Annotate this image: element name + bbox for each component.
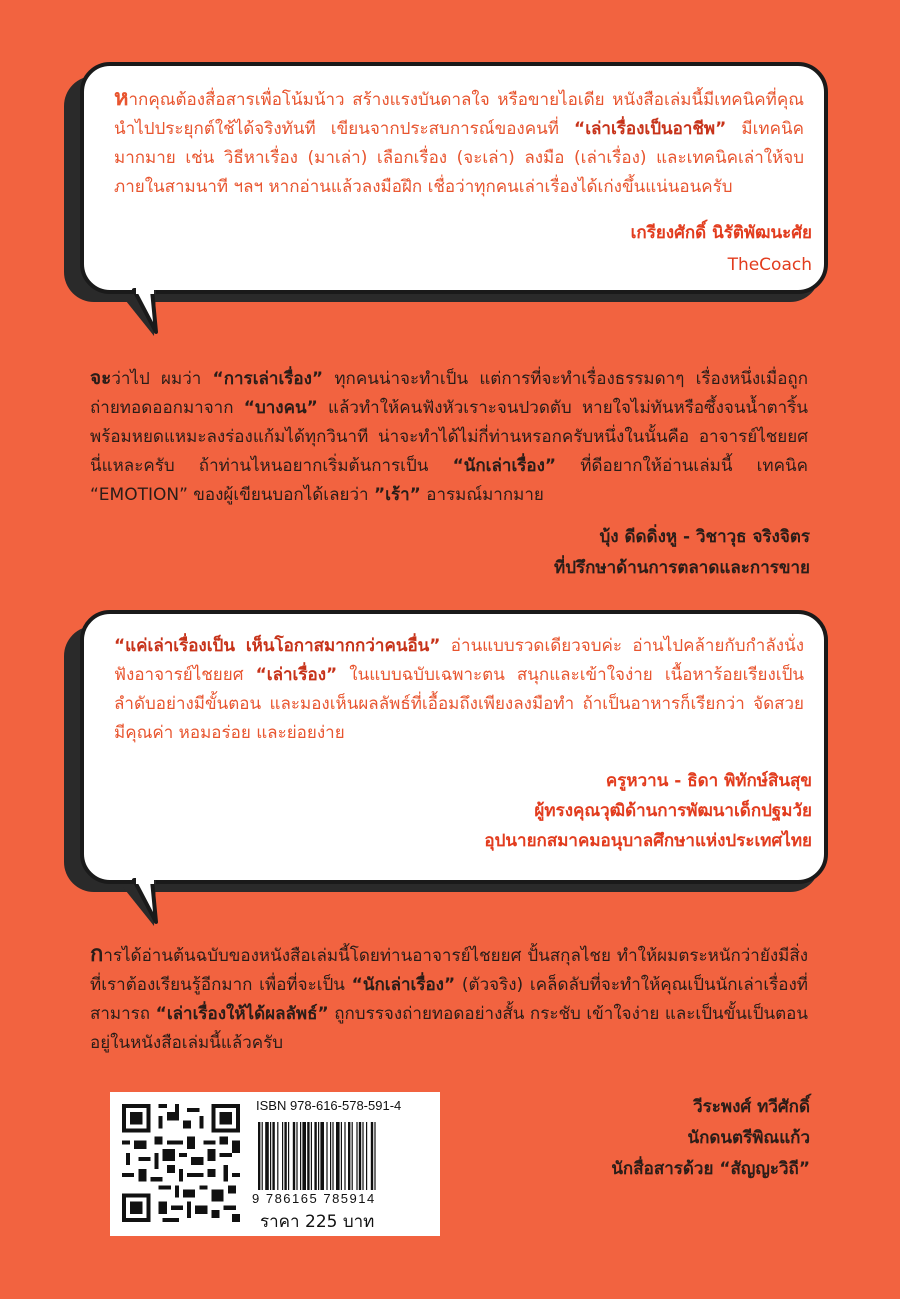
quote-3-text: “แค่เล่าเรื่องเป็น เห็นโอกาสมากกว่าคนอื่น” อ่านแบบรวดเดียวจบค่ะ อ่านไปคล้ายกับกำลังนั่งฟังอาจารย์ไชยยศ “เล่าเรื่อง” ในแบบฉบับเฉพาะตน สนุกและเข้าใจง่าย เนื้อหาร้อยเรียงเป็นลำดับอย่างมีขั้นตอน และมองเห็นผลลัพธ์ที่เอื้อมถึงเพียงลงมือทำ ถ้าเป็นอาหารก็เรียกว่า จัดสวย มีคุณค่า หอมอร่อย และย่อยง่าย [114,636,804,743]
quote-2-attribution [310,522,810,584]
isbn-label: ISBN 978-616-578-591-4 [256,1098,402,1113]
quote-2-lead: จะ [90,367,112,389]
quote-2-text: จะว่าไป ผมว่า “การเล่าเรื่อง” ทุกคนน่าจะทำเป็น แต่การที่จะทำเรื่องธรรมดาๆ เรื่องหนึ่งเมื่อถูกถ่ายทอดออกมาจาก “บางคน” แล้วทำให้คนฟังหัวเราะจนปวดตับ หายใจไม่ทันหรือซึ้งจนน้ำตาริ้น พร้อมหยดแหมะลงร่องแก้มได้ทุกวินาที น่าจะทำได้ไม่กี่ท่านหรอกครับหนึ่งในนั้นคือ อาจารย์ไชยยศ นี่แหละครับ ถ้าท่านไหนอยากเริ่มต้นการเป็น “นักเล่าเรื่อง” ที่ดีอยากให้อ่านเล่มนี้ เทคนิค “EMOTION” ของผู้เขียนบอกได้เลยว่า ”เร้า” อารมณ์มากมาย [90,367,809,505]
quote-2-role: ที่ปรึกษาด้านการตลาดและการขาย [554,558,810,578]
quote-4-role-2: นักสื่อสารด้วย “สัญญะวิถี” [611,1159,810,1179]
quote-1-org: TheCoach [727,255,812,275]
quote-1-attribution [312,218,812,280]
barcode-digits: 9 786165 785914 [252,1191,376,1206]
quote-2-author: บุ้ง ดีดดิ่งหู - วิชาวุธ จริงจิตร [599,527,810,547]
quote-1-lead: ห [114,86,129,111]
price-label: ราคา 225 บาท [260,1212,375,1232]
quote-4-lead: ก [90,942,104,967]
quote-4-text: การได้อ่านต้นฉบับของหนังสือเล่มนี้โดยท่านอาจารย์ไชยยศ ปั้นสกุลไชย ทำให้ผมตระหนักว่ายังมีสิ่งที่เราต้องเรียนรู้อีกมาก เพื่อที่จะเป็น “นักเล่าเรื่อง” (ตัวจริง) เคล็ดลับที่จะทำให้คุณเป็นนักเล่าเรื่องที่สามารถ “เล่าเรื่องให้ได้ผลลัพธ์” ถูกบรรจงถ่ายทอดอย่างสั้น กระชับ เข้าใจง่าย และเป็นขั้นเป็นตอนอยู่ในหนังสือเล่มนี้แล้วครับ [90,942,808,1053]
quote-4-role-1: นักดนตรีพิณแก้ว [687,1128,810,1148]
qr-code-icon [122,1104,240,1222]
quote-3-attribution [252,766,812,856]
quote-3-role-1: ผู้ทรงคุณวุฒิด้านการพัฒนาเด็กปฐมวัย [534,801,812,821]
barcode-icon [256,1122,424,1190]
isbn-block [110,1092,440,1236]
quote-4-attribution [390,1092,810,1185]
bubble-2-tail [118,876,178,936]
bubble-1-tail [118,286,178,346]
quote-3-role-2: อุปนายกสมาคมอนุบาลศึกษาแห่งประเทศไทย [484,831,812,851]
quote-4-author: วีระพงศ์ ทวีศักดิ์ [693,1097,810,1117]
quote-1-author: เกรียงศักดิ์ นิรัติพัฒนะศัย [630,223,812,243]
quote-1-text: หากคุณต้องสื่อสารเพื่อโน้มน้าว สร้างแรงบันดาลใจ หรือขายไอเดีย หนังสือเล่มนี้มีเทคนิคที่คุณนำไปประยุกต์ใช้ได้จริงทันที เขียนจากประสบการณ์ของคนที่ “เล่าเรื่องเป็นอาชีพ” มีเทคนิคมากมาย เช่น วิธีหาเรื่อง (มาเล่า) เลือกเรื่อง (จะเล่า) ลงมือ (เล่าเรื่อง) และเทคนิคเล่าให้จบภายในสามนาที ฯลฯ หากอ่านแล้วลงมือฝึก เชื่อว่าทุกคนเล่าเรื่องได้เก่งขึ้นแน่นอนครับ [114,86,804,197]
quote-3-author: ครูหวาน - ธิดา พิทักษ์สินสุข [605,771,812,791]
